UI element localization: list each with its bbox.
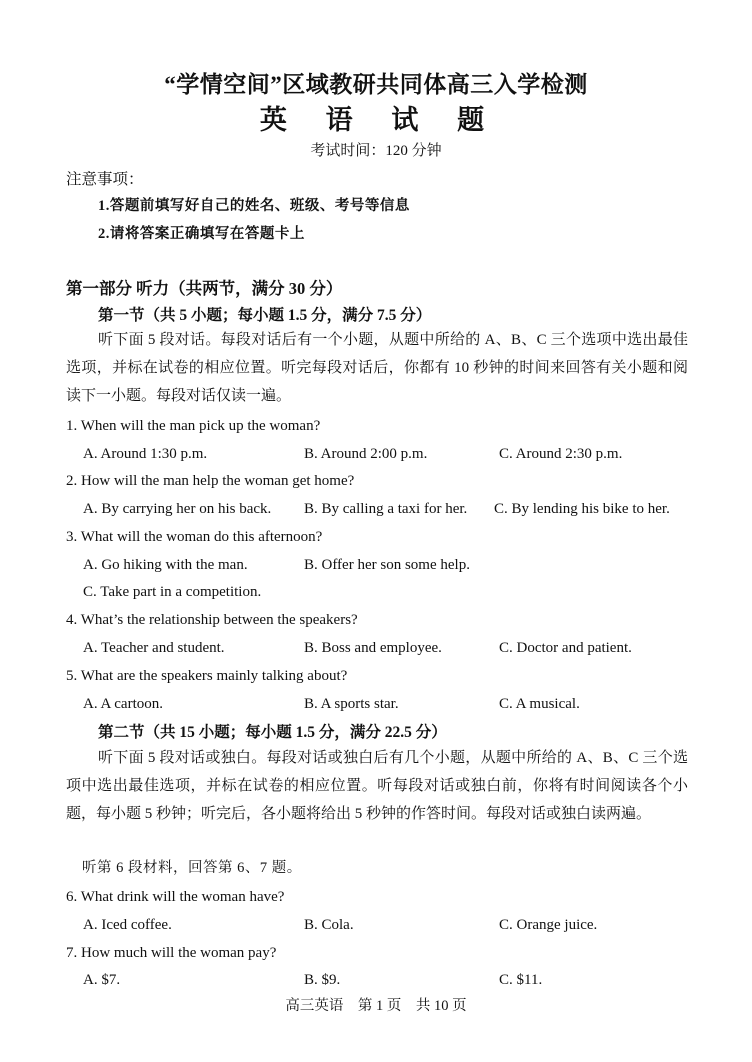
section1-instructions: 听下面 5 段对话。每段对话后有一个小题，从题中所给的 A、B、C 三个选项中选出最佳选项，并标在试卷的相应位置。听完每段对话后，你都有 10 秒钟的时间来回答有关小题和阅读下一小题。每段对话仅读一遍。 xyxy=(66,332,688,404)
question-stem: 2. How will the man help the woman get home? xyxy=(66,473,355,489)
option-c: C. Orange juice. xyxy=(499,917,598,933)
page-footer: 高三英语 第 1 页 共 10 页 xyxy=(285,998,467,1014)
question-stem: 7. How much will the woman pay? xyxy=(66,945,277,961)
option-a: A. $7. xyxy=(83,972,121,988)
option-c: C. $11. xyxy=(499,972,543,988)
option-c: C. By lending his bike to her. xyxy=(494,501,670,517)
subject-title: 英 语 试 题 xyxy=(259,105,501,135)
option-b: B. A sports star. xyxy=(304,696,399,712)
notice-heading: 注意事项： xyxy=(66,171,144,188)
section2-heading: 第二节（共 15 小题；每小题 1.5 分，满分 22.5 分） xyxy=(98,724,447,741)
question-stem: 1. When will the man pick up the woman? xyxy=(66,418,321,434)
section1-heading: 第一节（共 5 小题；每小题 1.5 分，满分 7.5 分） xyxy=(98,307,432,324)
option-a: A. By carrying her on his back. xyxy=(83,501,272,517)
option-c: C. Around 2:30 p.m. xyxy=(499,446,623,462)
notice-item: 1.答题前填写好自己的姓名、班级、考号等信息 xyxy=(98,198,410,214)
part1-heading: 第一部分 听力（共两节，满分 30 分） xyxy=(66,279,343,298)
option-a: A. Iced coffee. xyxy=(83,917,172,933)
option-b: B. Around 2:00 p.m. xyxy=(304,446,428,462)
option-b: B. Offer her son some help. xyxy=(304,557,470,573)
question-stem: 4. What’s the relationship between the speakers? xyxy=(66,612,358,628)
option-a: A. Go hiking with the man. xyxy=(83,557,248,573)
question-stem: 5. What are the speakers mainly talking about? xyxy=(66,668,348,684)
option-a: A. A cartoon. xyxy=(83,696,163,712)
option-c: C. Take part in a competition. xyxy=(83,584,262,600)
option-a: A. Teacher and student. xyxy=(83,640,225,656)
option-b: B. Boss and employee. xyxy=(304,640,442,656)
question-stem: 6. What drink will the woman have? xyxy=(66,889,285,905)
option-b: B. $9. xyxy=(304,972,341,988)
exam-title: “学情空间”区域教研共同体高三入学检测 xyxy=(164,72,588,97)
option-c: C. A musical. xyxy=(499,696,580,712)
exam-time: 考试时间：120 分钟 xyxy=(310,143,442,159)
option-c: C. Doctor and patient. xyxy=(499,640,632,656)
option-b: B. By calling a taxi for her. xyxy=(304,501,468,517)
material-note: 听第 6 段材料，回答第 6、7 题。 xyxy=(82,860,302,876)
option-b: B. Cola. xyxy=(304,917,354,933)
section2-instructions: 听下面 5 段对话或独白。每段对话或独白后有几个小题，从题中所给的 A、B、C 三个选项中选出最佳选项，并标在试卷的相应位置。听每段对话或独白前，你将有时间阅读各个小题，每小题 5 秒钟；听完后，各小题将给出 5 秒钟的作答时间。每段对话或独白读两遍。 xyxy=(66,750,688,822)
notice-item: 2.请将答案正确填写在答题卡上 xyxy=(98,226,305,242)
question-stem: 3. What will the woman do this afternoon? xyxy=(66,529,323,545)
option-a: A. Around 1:30 p.m. xyxy=(83,446,208,462)
